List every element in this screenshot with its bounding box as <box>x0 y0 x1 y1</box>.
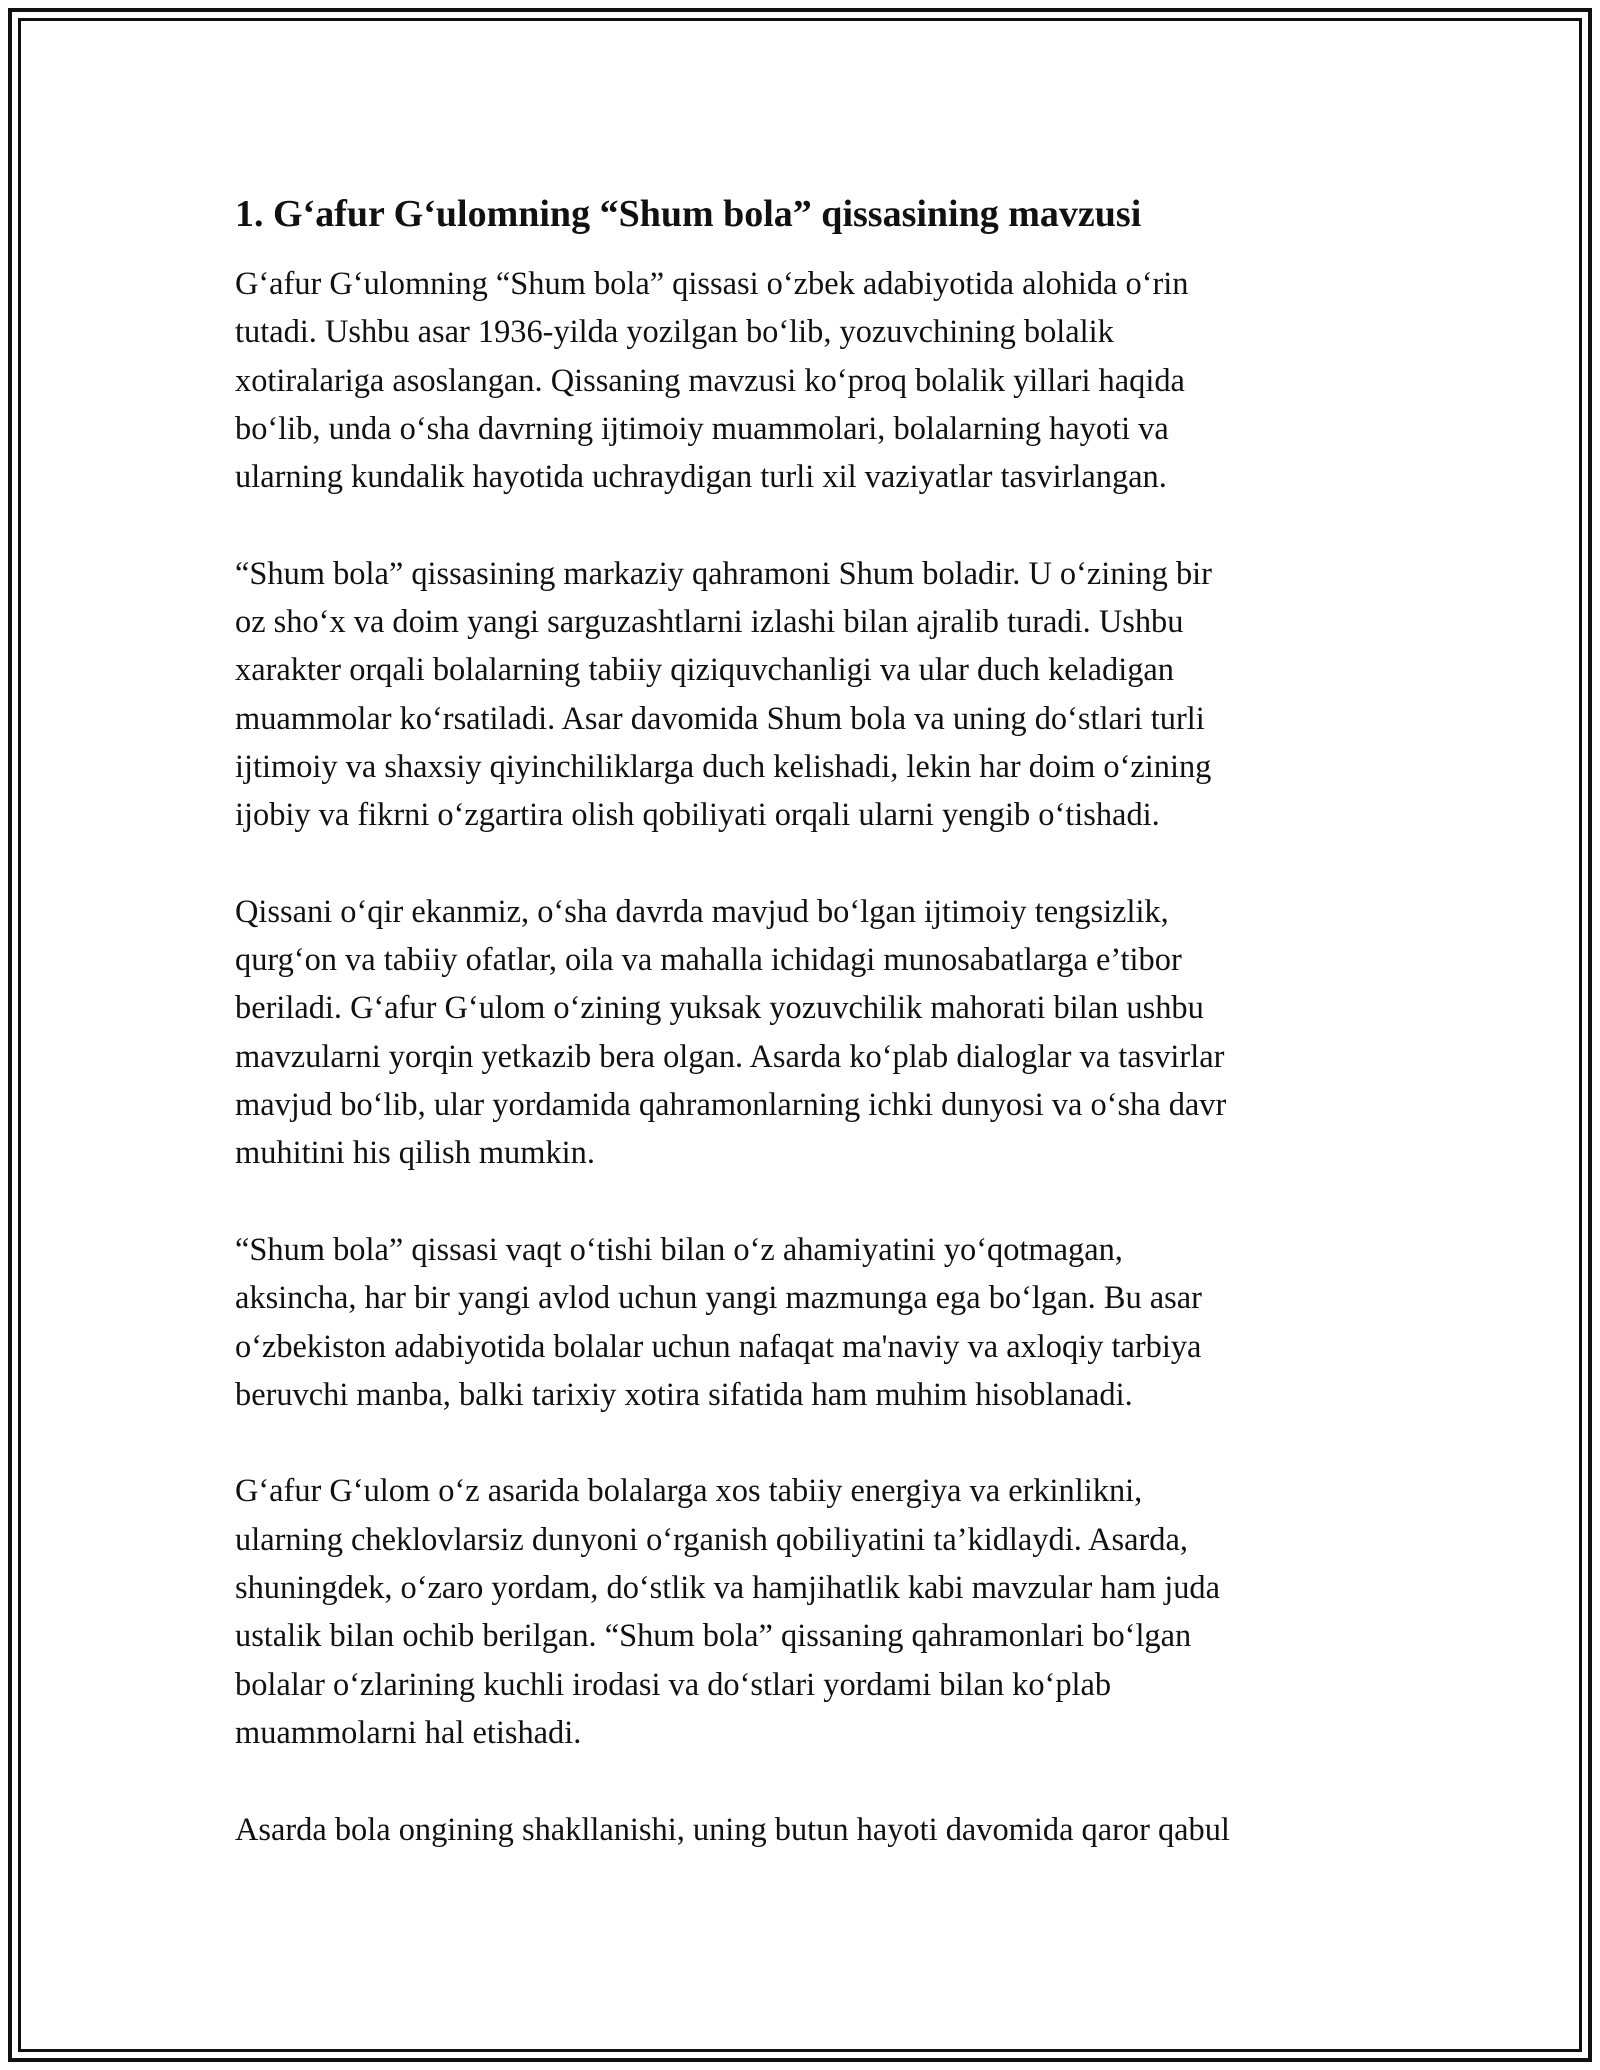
text-line: o‘zbekiston adabiyotida bolalar uchun nafaqat ma'naviy va axloqiy tarbiya <box>235 1328 1202 1365</box>
text-line: xarakter orqali bolalarning tabiiy qiziquvchanligi va ular duch keladigan <box>235 652 1174 689</box>
text-line: aksincha, har bir yangi avlod uchun yangi mazmunga ega bo‘lgan. Bu asar <box>235 1280 1202 1317</box>
text-line: muhitini his qilish mumkin. <box>235 1135 595 1172</box>
text-line: Asarda bola ongining shakllanishi, uning butun hayoti davomida qaror qabul <box>235 1811 1230 1848</box>
text-line: G‘afur G‘ulomning “Shum bola” qissasi o‘zbek adabiyotida alohida o‘rin <box>235 266 1189 302</box>
document-body <box>235 190 1370 1902</box>
text-line: ustalik bilan ochib berilgan. “Shum bola” qissaning qahramonlari bo‘lgan <box>235 1618 1192 1655</box>
text-line: ularning cheklovlarsiz dunyoni o‘rganish qobiliyatini ta’kidlaydi. Asarda, <box>235 1521 1188 1558</box>
text-line: xotiralariga asoslangan. Qissaning mavzusi ko‘proq bolalik yillari haqida <box>235 362 1185 399</box>
section-heading: 1. G‘afur G‘ulomning “Shum bola” qissasining mavzusi <box>235 193 1142 235</box>
text-line: beruvchi manba, balki tarixiy xotira sifatida ham muhim hisoblanadi. <box>235 1376 1133 1413</box>
paragraph <box>235 550 1370 840</box>
text-line: ularning kundalik hayotida uchraydigan turli xil vaziyatlar tasvirlangan. <box>235 459 1167 496</box>
paragraph <box>235 1806 1370 1854</box>
text-line: oz sho‘x va doim yangi sarguzashtlarni izlashi bilan ajralib turadi. Ushbu <box>235 604 1184 641</box>
text-line: G‘afur G‘ulom o‘z asarida bolalarga xos tabiiy energiya va erkinlikni, <box>235 1473 1143 1510</box>
text-line: muammolarni hal etishadi. <box>235 1714 582 1751</box>
text-line: muammolar ko‘rsatiladi. Asar davomida Shum bola va uning do‘stlari turli <box>235 700 1205 737</box>
text-line: mavzularni yorqin yetkazib bera olgan. Asarda ko‘plab dialoglar va tasvirlar <box>235 1038 1225 1075</box>
text-line: ijobiy va fikrni o‘zgartira olish qobiliyati orqali ularni yengib o‘tishadi. <box>235 797 1160 834</box>
text-line: shuningdek, o‘zaro yordam, do‘stlik va hamjihatlik kabi mavzular ham juda <box>235 1570 1220 1607</box>
text-line: bo‘lib, unda o‘sha davrning ijtimoiy muammolari, bolalarning hayoti va <box>235 410 1169 447</box>
paragraph <box>235 1226 1370 1419</box>
text-line: bolalar o‘zlarining kuchli irodasi va do‘stlari yordami bilan ko‘plab <box>235 1666 1112 1703</box>
paragraph <box>235 1467 1370 1757</box>
text-line: “Shum bola” qissasi vaqt o‘tishi bilan o‘z ahamiyatini yo‘qotmagan, <box>235 1231 1123 1268</box>
text-line: ijtimoiy va shaxsiy qiyinchiliklarga duch kelishadi, lekin har doim o‘zining <box>235 748 1212 785</box>
paragraph <box>235 260 1370 501</box>
text-line: mavjud bo‘lib, ular yordamida qahramonlarning ichki dunyosi va o‘sha davr <box>235 1087 1227 1124</box>
text-line: tutadi. Ushbu asar 1936-yilda yozilgan bo‘lib, yozuvchining bolalik <box>235 314 1114 351</box>
paragraph <box>235 888 1370 1178</box>
text-line: beriladi. G‘afur G‘ulom o‘zining yuksak yozuvchilik mahorati bilan ushbu <box>235 990 1204 1027</box>
text-line: “Shum bola” qissasining markaziy qahramoni Shum boladir. U o‘zining bir <box>235 555 1212 592</box>
text-line: qurg‘on va tabiiy ofatlar, oila va mahalla ichidagi munosabatlarga e’tibor <box>235 942 1182 979</box>
text-line: Qissani o‘qir ekanmiz, o‘sha davrda mavjud bo‘lgan ijtimoiy tengsizlik, <box>235 893 1169 930</box>
paragraph-list <box>235 260 1370 1854</box>
